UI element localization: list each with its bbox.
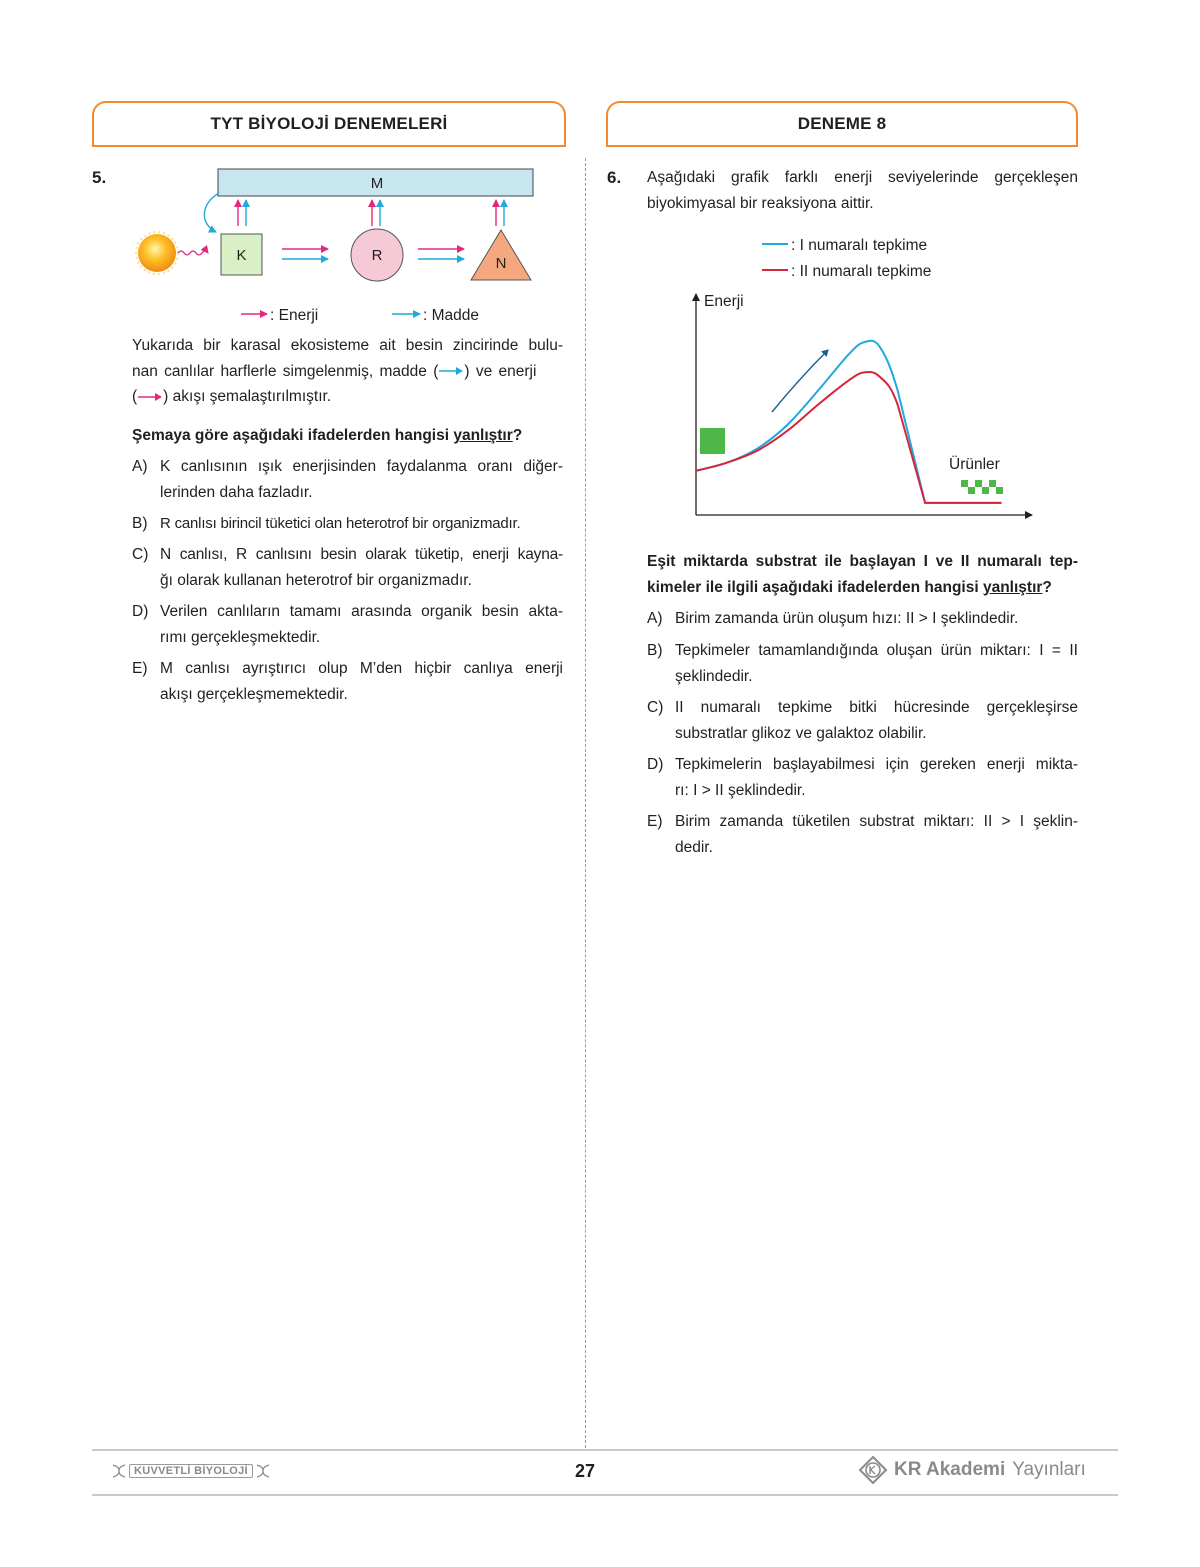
q6-option-b-line2: şeklindedir. xyxy=(675,667,753,685)
dna-left-icon xyxy=(112,1464,126,1478)
q5-option-c-line2: ğı olarak kullanan heterotrof bir organizmadır. xyxy=(160,571,472,589)
q5-option-b[interactable] xyxy=(132,511,563,537)
n-label: N xyxy=(495,255,507,272)
m-label: M xyxy=(370,175,384,192)
q5-intro-line1: Yukarıda bir karasal ekosisteme ait besin zincirinde bulu- xyxy=(132,337,563,354)
q6-intro xyxy=(647,165,1078,216)
q6-option-c-letter: C) xyxy=(647,699,664,716)
q6-option-a-letter: A) xyxy=(647,610,663,627)
q5-option-d-line1: Verilen canlıların tamamı arasında organik besin akta- xyxy=(160,603,563,620)
substrate-square-icon xyxy=(700,428,725,454)
footer-brand xyxy=(858,1456,1086,1484)
q5-intro-line3-b: ) akışı şemalaştırılmıştır. xyxy=(163,388,332,405)
q6-option-a-line1: Birim zamanda ürün oluşum hızı: II > I şeklindedir. xyxy=(675,610,1019,627)
q6-question-line2-c: ? xyxy=(1042,578,1052,596)
matter-inline-arrow-icon xyxy=(438,366,464,376)
q5-option-a-line1: K canlısının ışık enerjisinden faydalanma oranı diğer- xyxy=(160,458,563,475)
products-label: Ürünler xyxy=(949,456,1000,473)
footer-bottom-line xyxy=(92,1494,1118,1496)
r-to-m-arrows xyxy=(372,200,380,226)
q6-option-d-line2: rı: I > II şeklindedir. xyxy=(675,781,806,799)
header-left-title: TYT BİYOLOJİ DENEMELERİ xyxy=(210,114,448,133)
q5-number: 5. xyxy=(92,168,107,187)
q6-intro-line1: Aşağıdaki grafik farklı enerji seviyelerinde gerçekleşen xyxy=(647,169,1078,186)
q5-option-d[interactable] xyxy=(132,599,563,651)
y-axis-label: Enerji xyxy=(704,293,744,310)
q6-question-line2-a: kimeler ile ilgili aşağıdaki ifadelerden hangisi xyxy=(647,578,983,596)
series-line-2 xyxy=(696,372,1002,503)
q6-option-b[interactable] xyxy=(647,638,1078,690)
header-left-title-box xyxy=(92,101,566,145)
q6-intro-line2: biyokimyasal bir reaksiyona aittir. xyxy=(647,194,874,212)
r-label: R xyxy=(371,247,383,264)
q5-intro-line3 xyxy=(132,384,563,410)
q5-intro-line2-b: ) ve enerji xyxy=(464,362,537,380)
q6-question-line1: Eşit miktarda substrat ile başlayan I ve II numaralı tep- xyxy=(647,553,1078,570)
q5-option-a-letter: A) xyxy=(132,458,148,475)
header-left-underline xyxy=(92,145,566,147)
q5-question-wrong: yanlıştır xyxy=(453,427,513,444)
header-right-title: DENEME 8 xyxy=(797,114,887,133)
q5-question-a: Şemaya göre aşağıdaki ifadelerden hangisi xyxy=(132,427,454,444)
energy-inline-arrow-icon xyxy=(137,392,163,402)
q5-intro xyxy=(132,333,563,410)
q5-intro-line2-a: nan canlılar harflerle simgelenmiş, madde ( xyxy=(132,362,439,380)
footer-brand-name: KR Akademi xyxy=(894,1459,1006,1480)
q6-question-line2 xyxy=(647,575,1078,601)
q6-option-c[interactable] xyxy=(647,695,1078,747)
q5-option-a-line2: lerinden daha fazladır. xyxy=(160,483,313,501)
q6-option-b-line1: Tepkimeler tamamlandığında oluşan ürün miktarı: I = II xyxy=(675,642,1078,659)
chart-series-group xyxy=(696,341,1002,503)
footer-brand-suffix: Yayınları xyxy=(1012,1459,1086,1480)
q5-question xyxy=(132,423,563,449)
q5-option-a[interactable] xyxy=(132,454,563,506)
n-to-m-arrows xyxy=(496,200,504,226)
q6-option-e-line2: dedir. xyxy=(675,838,713,856)
q6-option-d-line1: Tepkimelerin başlayabilmesi için gereken enerji mikta- xyxy=(675,756,1078,773)
q5-option-e[interactable] xyxy=(132,656,563,708)
q5-intro-line2 xyxy=(132,359,563,385)
legend-series-2-label: : II numaralı tepkime xyxy=(791,263,932,280)
q6-question-wrong: yanlıştır xyxy=(982,578,1043,596)
q6-option-e-letter: E) xyxy=(647,813,663,830)
header-right-title-box xyxy=(606,101,1078,145)
m-to-k-arrow xyxy=(204,193,219,232)
q5-option-d-line2: rımı gerçekleşmektedir. xyxy=(160,628,321,646)
q6-option-d[interactable] xyxy=(647,752,1078,804)
q5-option-b-letter: B) xyxy=(132,515,148,532)
q6-option-b-letter: B) xyxy=(647,642,663,659)
dna-right-icon xyxy=(256,1464,270,1478)
footer-left-logo xyxy=(112,1461,270,1481)
q5-question-c: ? xyxy=(512,427,523,444)
q5-option-d-letter: D) xyxy=(132,603,149,620)
energy-reaction-chart xyxy=(680,228,1050,528)
products-checker-icon xyxy=(961,480,1003,494)
r-to-n-arrows xyxy=(418,249,464,259)
k-to-m-arrows xyxy=(238,200,246,226)
q6-option-e[interactable] xyxy=(647,809,1078,861)
q5-option-e-line2: akışı gerçekleşmemektedir. xyxy=(160,685,348,703)
q5-option-c[interactable] xyxy=(132,542,563,594)
footer-left-logo-text: KUVVETLİ BİYOLOJİ xyxy=(129,1464,253,1478)
page-number: 27 xyxy=(574,1461,596,1481)
legend-energy-label: : Enerji xyxy=(270,307,319,324)
footer-top-line xyxy=(92,1449,1118,1451)
q5-food-chain-diagram xyxy=(128,160,558,335)
header-right-underline xyxy=(606,145,1078,147)
q5-option-e-letter: E) xyxy=(132,660,148,677)
q5-option-b-line1: R canlısı birincil tüketici olan heterotrof bir organizmadır. xyxy=(160,515,521,532)
q5-option-c-letter: C) xyxy=(132,546,149,563)
column-divider xyxy=(585,158,586,1448)
q6-option-a[interactable] xyxy=(647,606,1078,632)
sun-icon xyxy=(136,232,178,274)
q6-number: 6. xyxy=(607,168,622,187)
k-to-r-arrows xyxy=(282,249,328,259)
q5-option-c-line1: N canlısı, R canlısını besin olarak tüketip, enerji kayna- xyxy=(160,546,563,563)
q5-option-e-line1: M canlısı ayrıştırıcı olup M’den hiçbir canlıya enerji xyxy=(160,660,563,677)
q6-question xyxy=(647,549,1078,600)
q6-option-e-line1: Birim zamanda tüketilen substrat miktarı: II > I şeklin- xyxy=(675,813,1078,830)
series-line-1 xyxy=(696,341,1002,503)
q6-option-c-line1: II numaralı tepkime bitki hücresinde gerçekleşirse xyxy=(675,699,1078,716)
kr-logo-icon xyxy=(858,1455,888,1485)
q5-intro-line3-a: ( xyxy=(132,388,138,405)
legend-matter-label: : Madde xyxy=(423,307,480,324)
light-wave-icon xyxy=(178,251,208,255)
q6-option-d-letter: D) xyxy=(647,756,664,773)
legend-series-1-label: : I numaralı tepkime xyxy=(791,237,928,254)
q6-option-c-line2: substratlar glikoz ve galaktoz olabilir. xyxy=(675,724,927,742)
k-label: K xyxy=(236,247,247,264)
